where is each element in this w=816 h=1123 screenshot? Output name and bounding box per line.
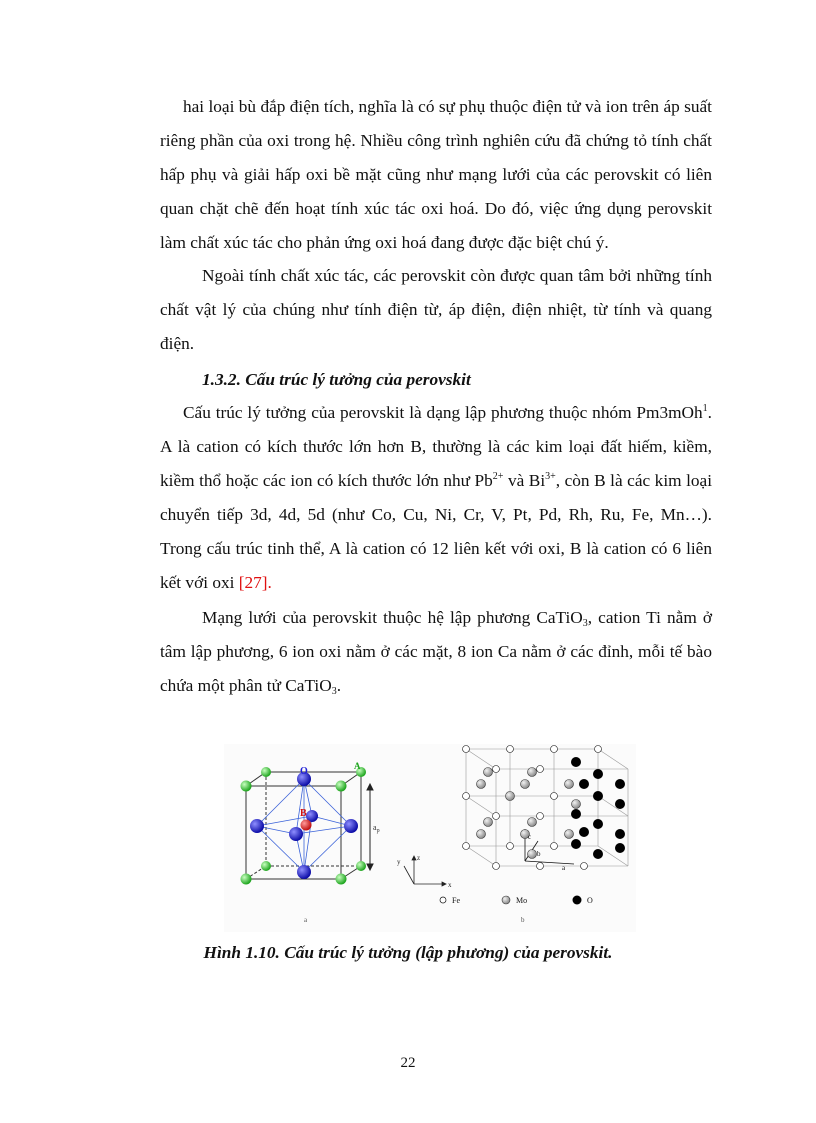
axis-x-label: x: [448, 881, 452, 889]
p4-sub-2: 3: [331, 686, 337, 697]
figure-caption: Hình 1.10. Cấu trúc lý tưởng (lập phương) của perovskit.: [203, 943, 613, 962]
label-ap: $a_p$: [373, 823, 380, 834]
p4-text-1: Mạng lưới của perovskit thuộc hệ lập phương CaTiO: [202, 608, 583, 627]
p4-sub-1: 3: [582, 618, 588, 629]
label-a-axis: a: [562, 864, 566, 872]
figure-svg: [224, 744, 636, 932]
p3-text-1: Cấu trúc lý tưởng của perovskit là dạng lập phương thuộc nhóm Pm3mOh: [183, 403, 703, 422]
label-o: O: [300, 766, 308, 777]
panel-b-caption: b: [521, 916, 525, 924]
page-number: 22: [400, 1055, 416, 1071]
panel-a-unit-cell: [241, 761, 380, 924]
b-site-atom: [301, 820, 312, 831]
legend: [440, 896, 593, 906]
p3-sup-3: 3+: [545, 471, 556, 482]
label-b-axis: b: [537, 850, 541, 858]
legend-o-marker: [573, 896, 582, 905]
paragraph-4: [160, 601, 712, 703]
axis-triad: [397, 854, 452, 889]
axis-z-label: z: [417, 854, 421, 862]
p3-text-4: , còn B là các kim loại chuyển tiếp 3d, 4d, 5d (như Co, Cu, Ni, Cr, V, Pt, Pd, Rh, Ru, Fe, Mn…). Trong cấu trúc tinh thể, A là cation có 12 liên kết với oxi, B là cation có 6 liên kết với oxi: [160, 471, 713, 592]
p3-sup-1: 1: [702, 403, 708, 414]
panel-b-lattice: [440, 746, 628, 925]
p4-text-3: .: [336, 676, 342, 695]
figure-perovskite-structure: [224, 744, 636, 932]
citation-link[interactable]: [27].: [238, 573, 272, 592]
p3-text-3: và Bi: [503, 471, 546, 490]
p4-text-2: , cation Ti nằm ở tâm lập phương, 6 ion oxi nằm ở các mặt, 8 ion Ca nằm ở các đỉnh, mỗi tế bào chứa một phân tử CaTiO: [160, 608, 713, 695]
label-a: A: [354, 761, 361, 771]
legend-mo-marker: [502, 896, 510, 904]
section-heading: 1.3.2. Cấu trúc lý tưởng của perovskit: [202, 370, 471, 389]
p3-text-2: . A là cation có kích thước lớn hơn B, thường là các kim loại đất hiếm, kiềm, kiềm thổ hoặc các ion có kích thước lớn như Pb: [160, 403, 712, 490]
p3-sup-2: 2+: [492, 471, 504, 482]
panel-a-caption: a: [304, 916, 308, 924]
paragraph-2: Ngoài tính chất xúc tác, các perovskit còn được quan tâm bởi những tính chất vật lý của chúng như tính điện từ, áp điện, điện nhiệt, từ tính và quang điện.: [160, 266, 712, 353]
legend-o-label: O: [587, 896, 593, 905]
paragraph-1: hai loại bù đắp điện tích, nghĩa là có sự phụ thuộc điện tử và ion trên áp suất riêng phần của oxi trong hệ. Nhiều công trình nghiên cứu đã chứng tỏ tính chất hấp phụ và giải hấp oxi bề mặt cũng như mạng lưới của các perovskit có liên quan chặt chẽ đến hoạt tính xúc tác oxi hoá. Do đó, việc ứng dụng perovskit làm chất xúc tác cho phản ứng oxi hoá đang được đặc biệt chú ý.: [160, 97, 712, 252]
legend-fe-marker: [440, 897, 446, 903]
paragraph-3: [160, 396, 712, 600]
label-c: c: [528, 833, 532, 841]
label-b: B: [300, 808, 307, 819]
legend-fe-label: Fe: [452, 896, 460, 905]
mo-atoms: [477, 768, 581, 859]
axis-y-label: y: [397, 858, 401, 866]
legend-mo-label: Mo: [516, 896, 528, 905]
